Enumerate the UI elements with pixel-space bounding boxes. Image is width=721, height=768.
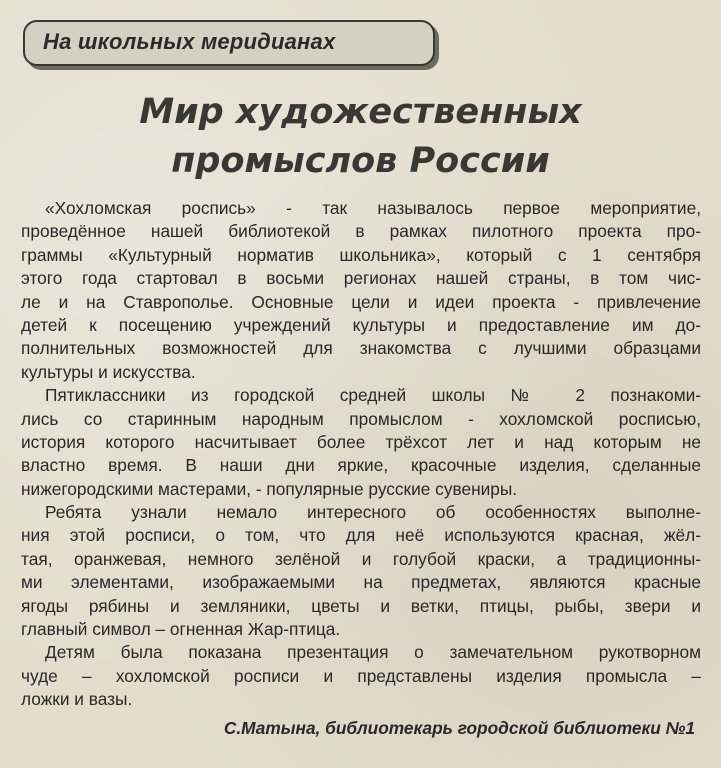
paragraph-2 [21,384,701,501]
headline-line-1: Мир художественных [139,92,582,132]
text-line: полнительных возможностей для знакомства с лучшими образцами [21,338,701,359]
text-line: Детям была показана презентация о замечательном рукотворном [45,642,701,663]
text-line: чуде – хохломской росписи и представлены изделия промысла – [21,665,701,686]
paragraph-3 [21,501,701,641]
text-line: ния этой росписи, о том, что для неё используются красная, жёл- [21,525,701,546]
text-line: ми элементами, изображаемыми на предметах, являются красные [21,572,701,593]
article-body [21,197,701,712]
text-line: главный символ – огненная Жар-птица. [21,619,341,640]
text-line: граммы «Культурный норматив школьника», который с 1 сентября [21,244,701,265]
text-line: ложки и вазы. [21,689,133,710]
article-signature: С.Матына, библиотекарь городской библиотеки №1 [223,718,695,738]
text-line: ягоды рябины и земляники, цветы и ветки, птицы, рыбы, звери и [21,595,701,616]
paragraph-1 [21,197,701,384]
rubric-title: На школьных меридианах [43,29,336,54]
headline-line-2: промыслов России [171,141,550,181]
text-line: властно время. В наши дни яркие, красочные изделия, сделанные [21,455,701,476]
text-line: Ребята узнали немало интересного об особенностях выполне- [45,502,701,523]
text-line: Пятиклассники из городской средней школы № 2 познакоми- [45,385,701,406]
text-line: проведённое нашей библиотекой в рамках пилотного проекта про- [21,221,701,242]
text-line: лись со старинным народным промыслом - хохломской росписью, [21,408,701,429]
text-line: ле и на Ставрополье. Основные цели и идеи проекта - привлечение [21,291,701,312]
paragraph-4 [21,641,701,711]
text-line: тая, оранжевая, немного зелёной и голубой краски, а традиционны- [21,548,701,569]
text-line: «Хохломская роспись» - так называлось первое мероприятие, [45,198,701,218]
text-line: история которого насчитывает более трёхсот лет и над которым не [21,431,701,452]
rubric-banner [23,20,435,66]
text-line: этого года стартовал в восьми регионах нашей страны, в том чис- [21,268,701,289]
text-line: нижегородскими мастерами, - популярные русские сувениры. [21,478,518,499]
text-line: культуры и искусства. [21,361,196,382]
text-line: детей к посещению учреждений культуры и предоставление им до- [21,314,701,335]
